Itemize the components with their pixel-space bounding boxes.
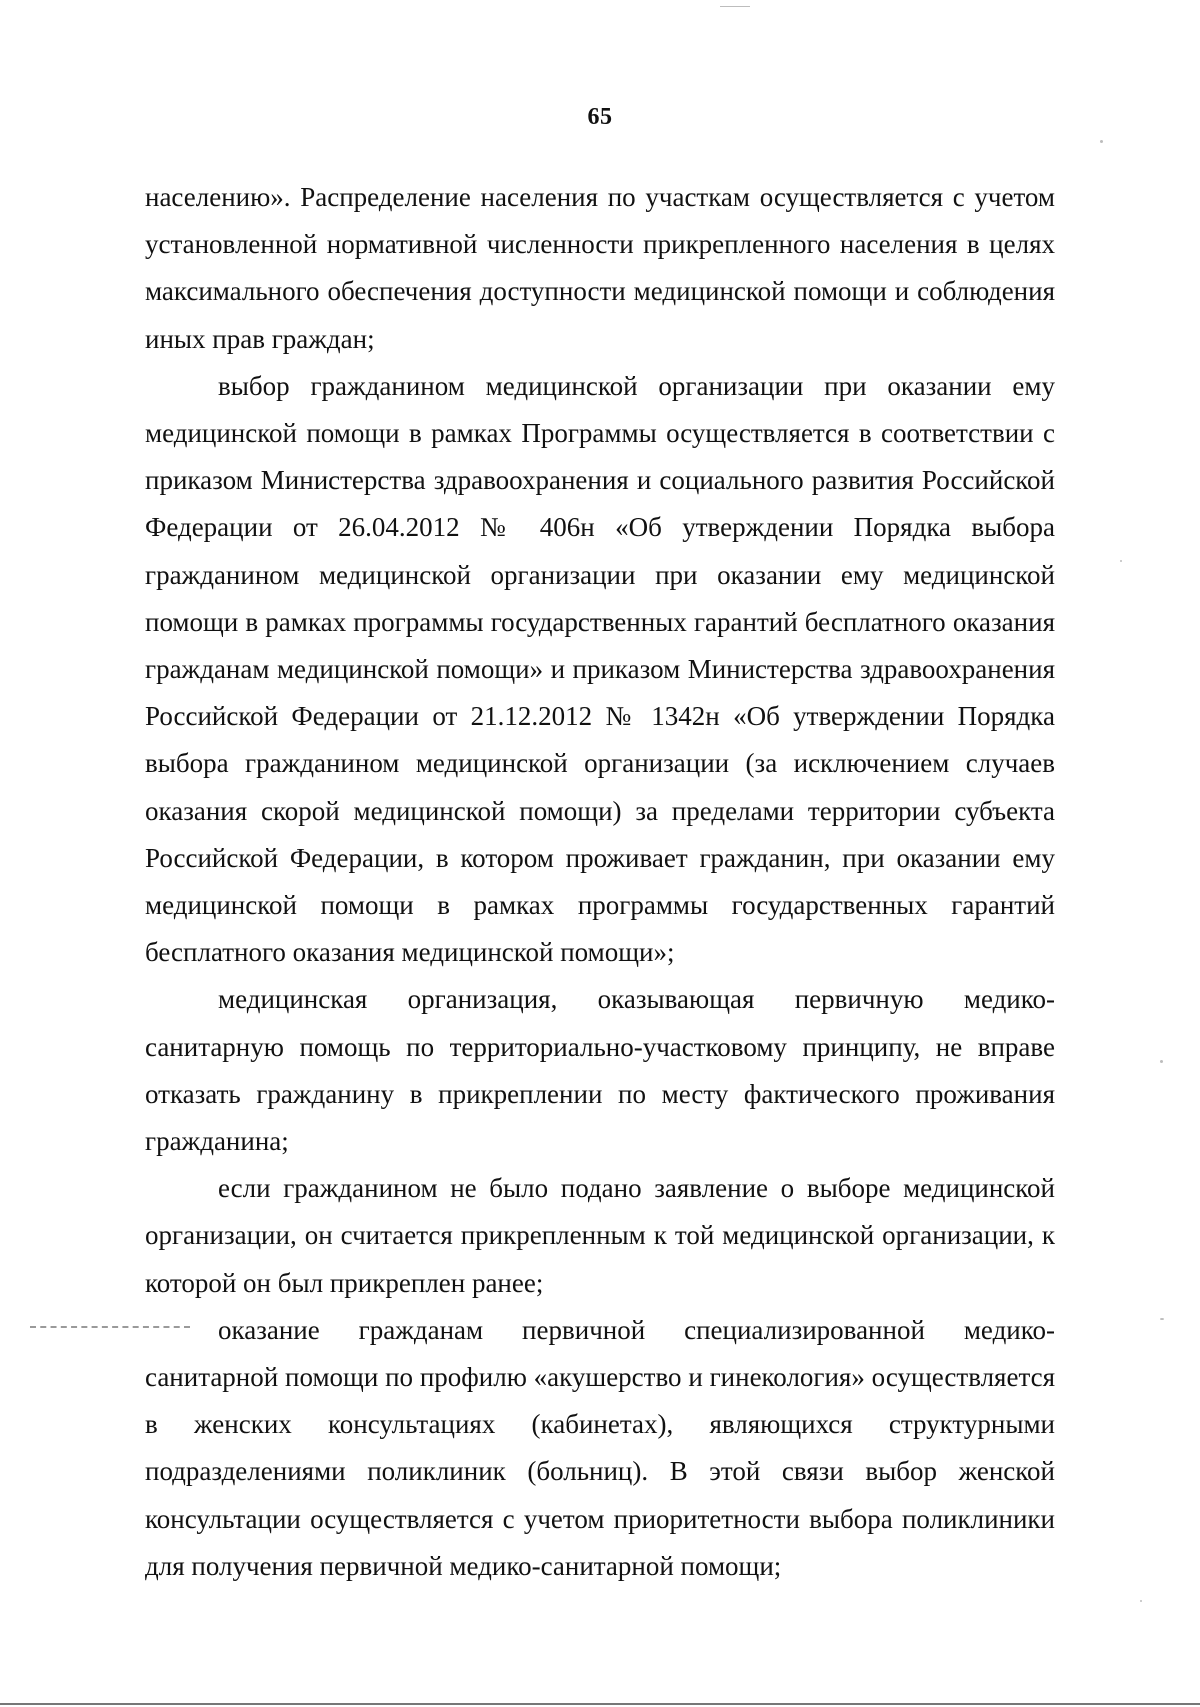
scan-speck — [1140, 1600, 1142, 1602]
page-number: 65 — [587, 104, 613, 130]
document-body — [145, 174, 1055, 1590]
page-bottom-edge — [0, 1703, 1200, 1705]
paragraph-attachment-refusal: медицинская организация, оказывающая первичную медико-санитарную помощь по территориально-участковому принципу, не вправе отказать гражданину в прикреплении по месту фактического проживания гражданина; — [145, 984, 1055, 1157]
scan-speck — [1120, 560, 1122, 562]
scan-margin-mark — [30, 1326, 190, 1329]
scan-speck — [1160, 1318, 1164, 1320]
scan-speck — [720, 6, 750, 7]
paragraph-choice-of-organization: выбор гражданином медицинской организации при оказании ему медицинской помощи в рамках Программы осуществляется в соответствии с приказом Министерства здравоохранения и социального развития Российской Федерации от 26.04.2012 № 406н «Об утверждении Порядка выбора гражданином медицинской организации при оказании ему медицинской помощи в рамках программы государственных гарантий бесплатного оказания гражданам медицинской помощи» и приказом Министерства здравоохранения Российской Федерации от 21.12.2012 № 1342н «Об утверждении Порядка выбора гражданином медицинской организации (за исключением случаев оказания скорой медицинской помощи) за пределами территории субъекта Российской Федерации, в котором проживает гражданин, при оказании ему медицинской помощи в рамках программы государственных гарантий бесплатного оказания медицинской помощи»; — [145, 370, 1055, 968]
paragraph-womens-consultation: оказание гражданам первичной специализированной медико-санитарной помощи по профилю «акушерство и гинекология» осуществляется в женских консультациях (кабинетах), являющихся структурными подразделениями поликлиник (больниц). В этой связи выбор женской консультации осуществляется с учетом приоритетности выбора поликлиники для получения первичной медико-санитарной помощи; — [145, 1314, 1055, 1581]
paragraph-default-attachment: если гражданином не было подано заявление о выборе медицинской организации, он считается прикрепленным к той медицинской организации, к которой он был прикреплен ранее; — [145, 1173, 1055, 1298]
paragraph-continuation: населению». Распределение населения по участкам осуществляется с учетом установленной нормативной численности прикрепленного населения в целях максимального обеспечения доступности медицинской помощи и соблюдения иных прав граждан; — [145, 182, 1055, 354]
scan-speck — [1100, 140, 1103, 143]
scan-speck — [1160, 1060, 1163, 1063]
